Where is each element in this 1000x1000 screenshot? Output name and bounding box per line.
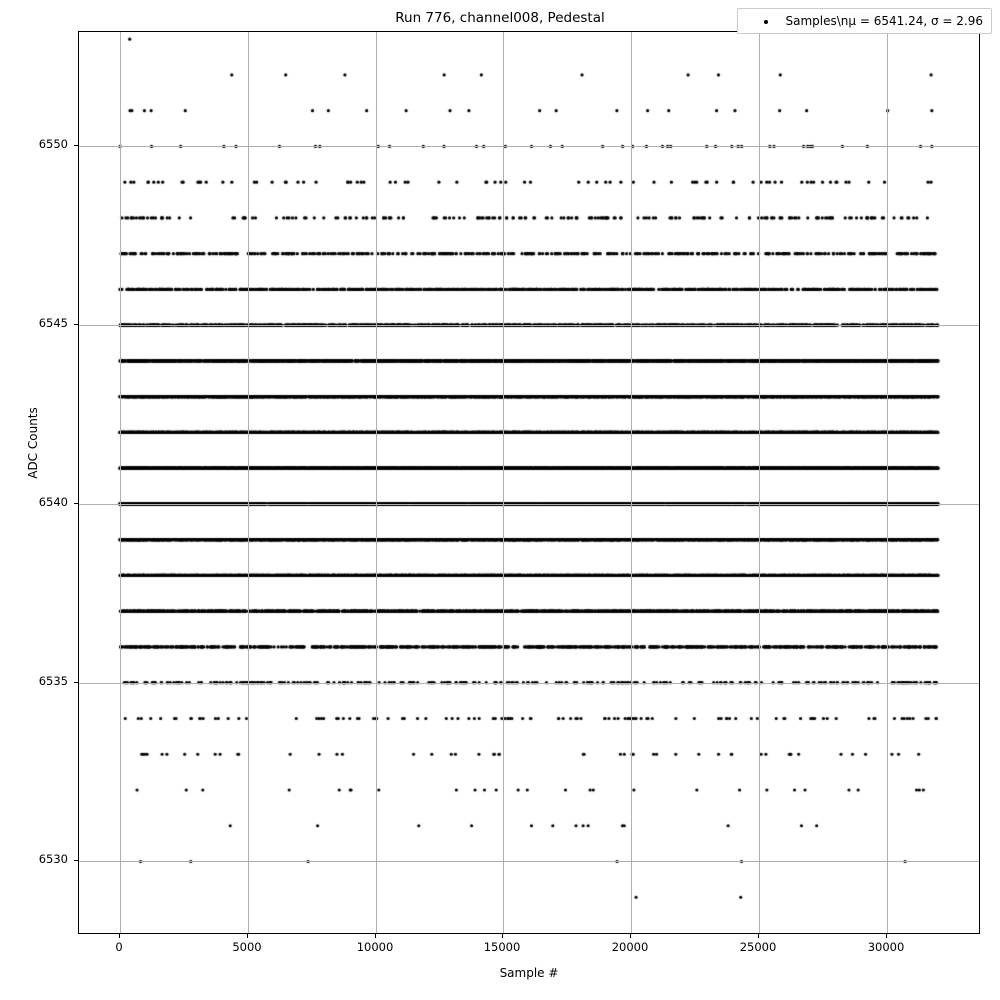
x-tick-label: 30000 (867, 940, 905, 954)
gridline-vertical (120, 32, 121, 933)
gridline-vertical (631, 32, 632, 933)
x-tick-label: 20000 (611, 940, 649, 954)
x-tick (630, 934, 631, 938)
plot-area (78, 31, 980, 934)
gridline-horizontal (79, 683, 979, 684)
x-tick-label: 15000 (483, 940, 521, 954)
x-tick (758, 934, 759, 938)
x-tick-label: 0 (115, 940, 123, 954)
y-tick-label: 6545 (38, 316, 68, 330)
x-tick (247, 934, 248, 938)
x-tick-label: 25000 (739, 940, 777, 954)
y-tick (74, 503, 78, 504)
gridline-horizontal (79, 146, 979, 147)
gridline-vertical (503, 32, 504, 933)
gridline-vertical (376, 32, 377, 933)
y-tick-label: 6550 (38, 137, 68, 151)
legend (737, 8, 992, 34)
y-tick (74, 145, 78, 146)
x-tick (375, 934, 376, 938)
x-tick (502, 934, 503, 938)
gridline-horizontal (79, 861, 979, 862)
gridline-vertical (248, 32, 249, 933)
y-tick (74, 860, 78, 861)
y-tick (74, 682, 78, 683)
gridline-horizontal (79, 325, 979, 326)
y-axis-label: ADC Counts (26, 407, 40, 479)
gridline-vertical (759, 32, 760, 933)
x-axis-label: Sample # (499, 966, 559, 980)
legend-marker-icon (746, 14, 786, 28)
y-tick-label: 6530 (38, 852, 68, 866)
x-tick-label: 10000 (356, 940, 394, 954)
x-tick-label: 5000 (232, 940, 262, 954)
x-tick (886, 934, 887, 938)
legend-label: Samples\nμ = 6541.24, σ = 2.96 (785, 14, 983, 28)
y-tick (74, 324, 78, 325)
scatter-points (79, 32, 979, 933)
gridline-vertical (887, 32, 888, 933)
x-tick (119, 934, 120, 938)
gridline-horizontal (79, 504, 979, 505)
y-tick-label: 6535 (38, 674, 68, 688)
chart-title: Run 776, channel008, Pedestal (395, 10, 605, 26)
y-tick-label: 6540 (38, 495, 68, 509)
